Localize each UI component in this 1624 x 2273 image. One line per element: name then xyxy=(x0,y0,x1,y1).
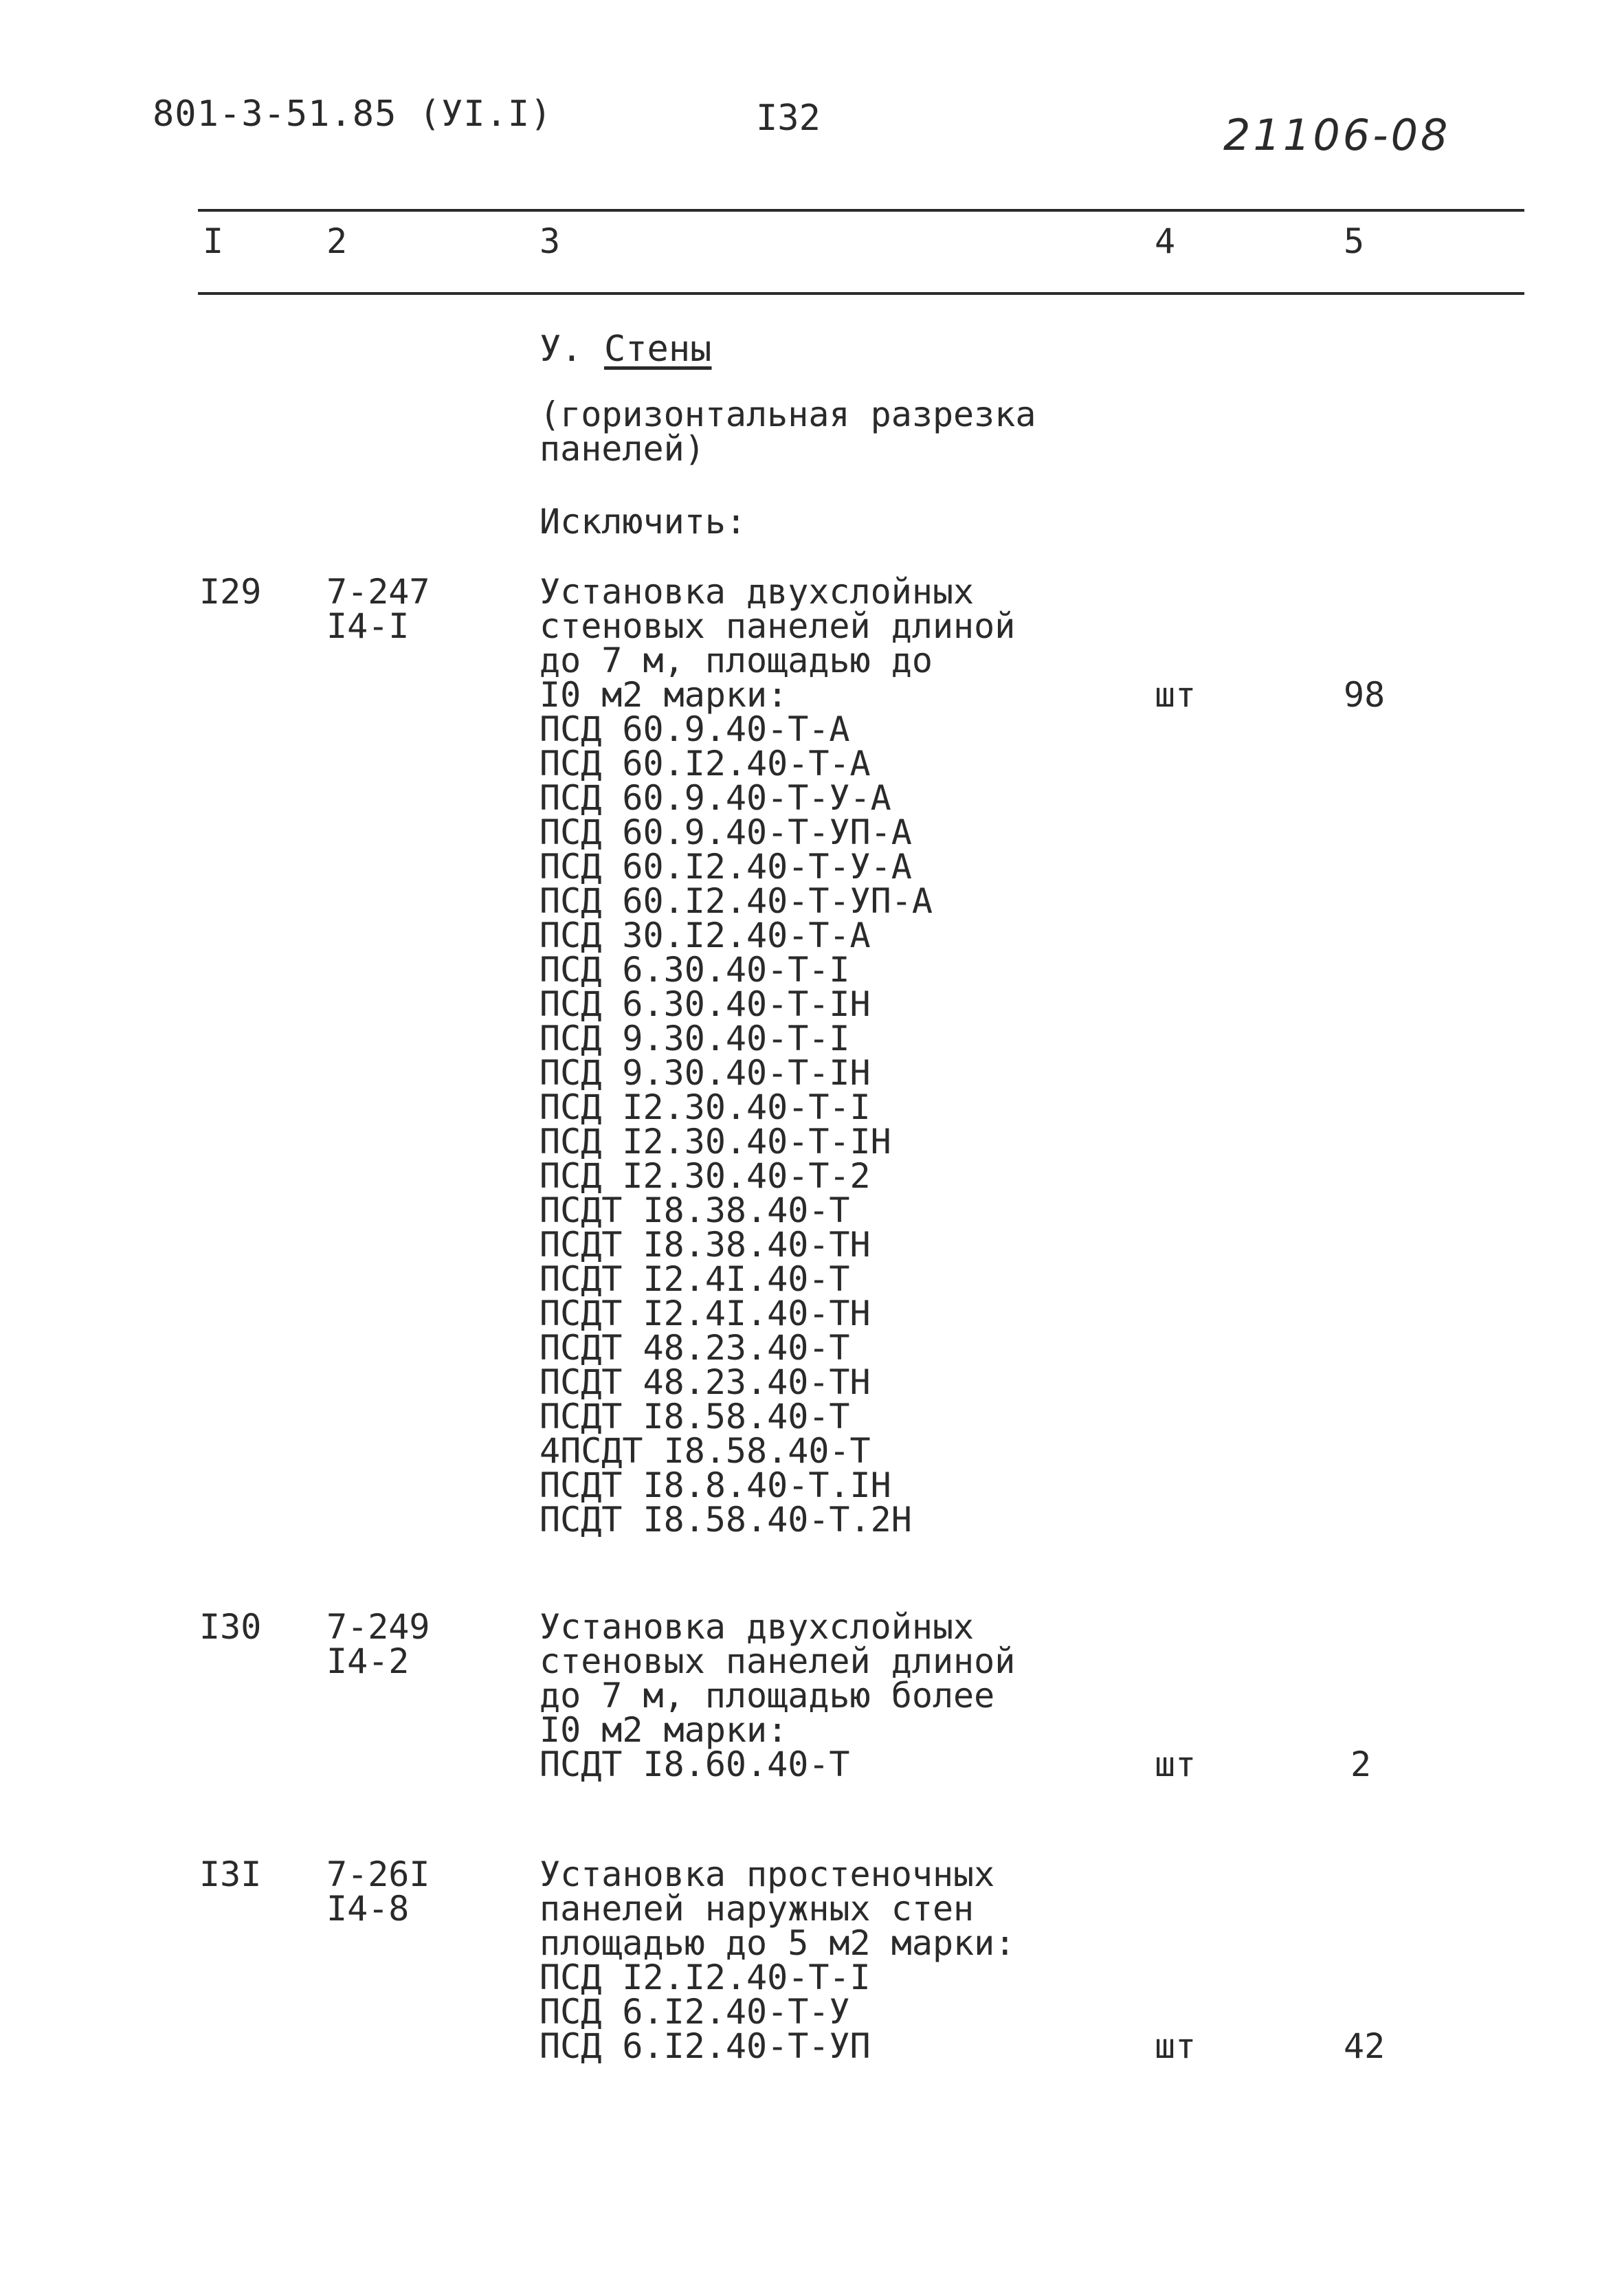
row-code-line2: I4-I xyxy=(326,606,410,646)
table-header-rule xyxy=(198,292,1524,295)
description-line: Установка двухслойных xyxy=(540,1607,975,1647)
section-action: Исключить: xyxy=(540,502,747,542)
column-header-2: 2 xyxy=(326,221,348,261)
mark-item: ПСД I2.30.40-Т-2 xyxy=(540,1156,871,1196)
mark-item: ПСД I2.30.40-Т-I xyxy=(540,1087,871,1127)
mark-item: ПСДТ I8.38.40-ТН xyxy=(540,1225,871,1265)
mark-item: ПСДТ 48.23.40-Т xyxy=(540,1328,850,1368)
row-code-line2: I4-2 xyxy=(326,1641,410,1681)
mark-item: ПСД 6.I2.40-Т-УП xyxy=(540,2026,871,2066)
mark-item: ПСД 60.I2.40-Т-УП-А xyxy=(540,881,933,921)
description-line: Установка двухслойных xyxy=(540,572,975,612)
mark-item: ПСД 9.30.40-Т-IН xyxy=(540,1053,871,1093)
row-unit: шт xyxy=(1155,675,1197,715)
mark-item: ПСД I2.30.40-Т-IН xyxy=(540,1122,891,1162)
mark-item: ПСДТ I8.38.40-Т xyxy=(540,1190,850,1230)
mark-item: ПСД 60.I2.40-Т-У-А xyxy=(540,847,912,887)
mark-item: ПСД 60.9.40-Т-У-А xyxy=(540,778,891,818)
mark-item: ПСД 60.9.40-Т-УП-А xyxy=(540,812,912,852)
mark-item: ПСДТ I8.58.40-Т.2Н xyxy=(540,1500,912,1540)
mark-item: ПСД 6.I2.40-Т-У xyxy=(540,1992,850,2032)
mark-item: 4ПСДТ I8.58.40-Т xyxy=(540,1431,871,1471)
description-line: I0 м2 марки: xyxy=(540,675,788,715)
mark-item: ПСД 9.30.40-Т-I xyxy=(540,1019,850,1058)
mark-item: ПСДТ I8.58.40-Т xyxy=(540,1397,850,1437)
description-line: до 7 м, площадью до xyxy=(540,641,933,680)
row-quantity: 98 xyxy=(1344,675,1386,715)
row-number: I29 xyxy=(199,572,262,612)
mark-item: ПСДТ I2.4I.40-ТН xyxy=(540,1294,871,1333)
mark-item: ПСДТ 48.23.40-ТН xyxy=(540,1362,871,1402)
mark-item: ПСД 6.30.40-Т-I xyxy=(540,950,850,990)
column-header-5: 5 xyxy=(1344,221,1365,261)
mark-item: ПСД 6.30.40-Т-IН xyxy=(540,984,871,1024)
column-header-3: 3 xyxy=(540,221,561,261)
mark-item: ПСДТ I8.8.40-Т.IН xyxy=(540,1465,891,1505)
table-top-rule xyxy=(198,209,1524,212)
description-line: до 7 м, площадью более xyxy=(540,1676,995,1716)
row-number: I30 xyxy=(199,1607,262,1647)
row-code-line1: 7-249 xyxy=(326,1607,430,1647)
description-line: I0 м2 марки: xyxy=(540,1710,788,1750)
page-number: I32 xyxy=(756,98,821,139)
description-line: панелей наружных стен xyxy=(540,1889,975,1929)
column-header-4: 4 xyxy=(1155,221,1176,261)
document-code: 801-3-51.85 (УI.I) xyxy=(153,93,553,135)
description-line: стеновых панелей длиной xyxy=(540,1641,1016,1681)
row-unit: шт xyxy=(1155,2026,1197,2066)
column-header-1: I xyxy=(203,221,224,261)
document-number: 21106-08 xyxy=(1223,110,1451,160)
description-line: Установка простеночных xyxy=(540,1854,995,1894)
section-subtitle-line2: панелей) xyxy=(540,429,705,469)
row-code-line1: 7-247 xyxy=(326,572,430,612)
section-prefix: У. xyxy=(540,329,583,370)
mark-item: ПСД 60.9.40-Т-А xyxy=(540,709,850,749)
row-code-line1: 7-26I xyxy=(326,1854,430,1894)
description-line: стеновых панелей длиной xyxy=(540,606,1016,646)
mark-item: ПСДТ I8.60.40-Т xyxy=(540,1744,850,1784)
row-number: I3I xyxy=(199,1854,262,1894)
mark-item: ПСД 60.I2.40-Т-А xyxy=(540,744,871,784)
row-code-line2: I4-8 xyxy=(326,1889,410,1929)
mark-item: ПСД I2.I2.40-Т-I xyxy=(540,1958,871,1997)
section-name: Стены xyxy=(603,329,712,370)
row-description xyxy=(540,1854,1016,2066)
row-unit: шт xyxy=(1155,1744,1197,1784)
row-description xyxy=(540,572,1016,1540)
row-description xyxy=(540,1607,1016,1784)
section-subtitle-line1: (горизонтальная разрезка xyxy=(540,395,1036,434)
row-quantity: 42 xyxy=(1344,2026,1386,2066)
description-line: площадью до 5 м2 марки: xyxy=(540,1923,1016,1963)
section-title xyxy=(540,329,711,370)
mark-item: ПСД 30.I2.40-Т-А xyxy=(540,916,871,955)
mark-item: ПСДТ I2.4I.40-Т xyxy=(540,1259,850,1299)
row-quantity: 2 xyxy=(1350,1744,1372,1784)
